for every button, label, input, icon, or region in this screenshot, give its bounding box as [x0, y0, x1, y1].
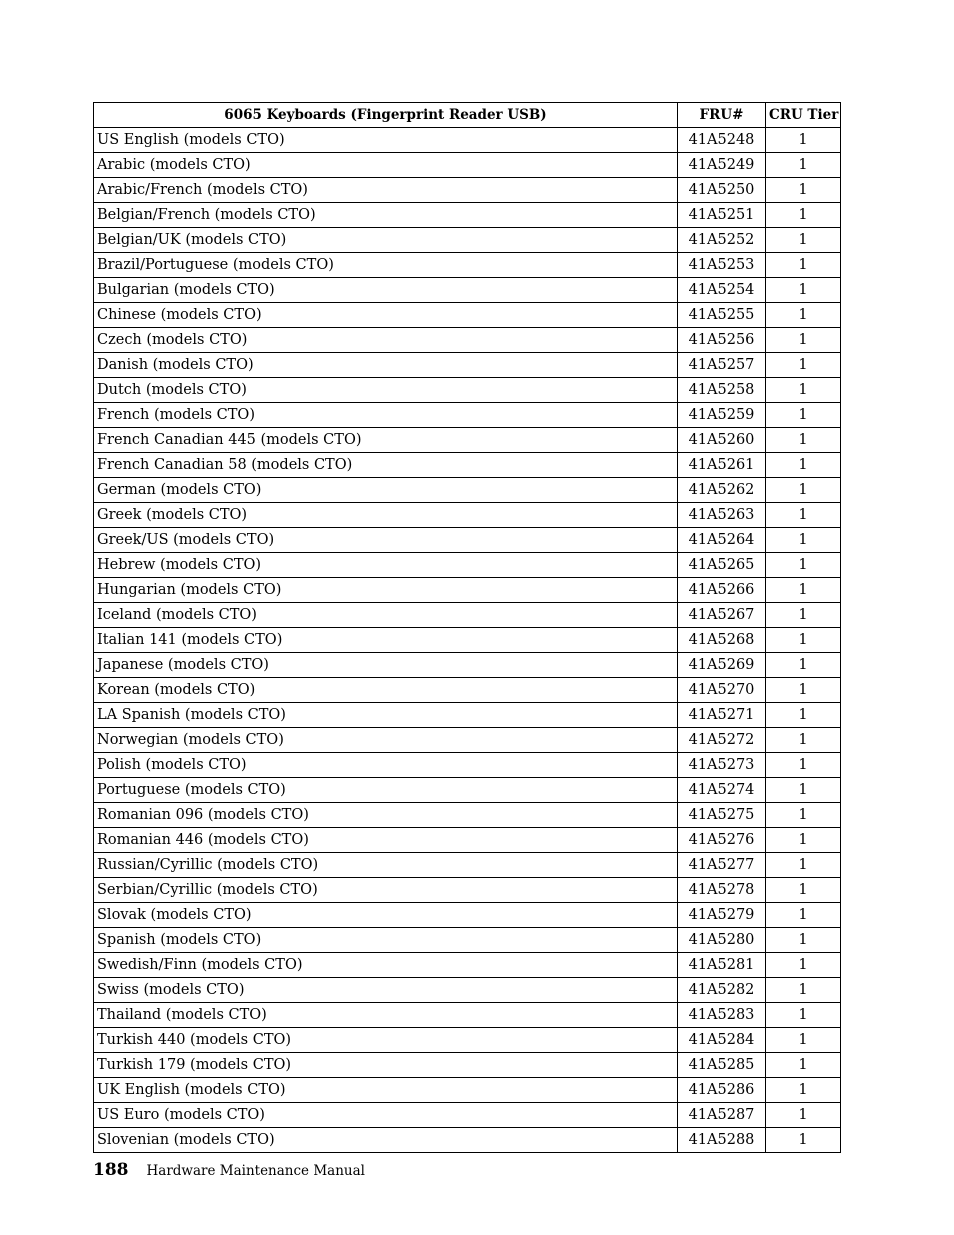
table-row — [94, 303, 841, 328]
row-description: Danish (models CTO) — [94, 353, 678, 378]
page-number: 188 — [93, 1160, 129, 1180]
row-description: Thailand (models CTO) — [94, 1003, 678, 1028]
table-row — [94, 753, 841, 778]
row-description: Romanian 096 (models CTO) — [94, 803, 678, 828]
row-description: Chinese (models CTO) — [94, 303, 678, 328]
row-cru-tier: 1 — [766, 128, 841, 153]
table-row — [94, 178, 841, 203]
row-description: Romanian 446 (models CTO) — [94, 828, 678, 853]
row-description: Greek (models CTO) — [94, 503, 678, 528]
table-row — [94, 828, 841, 853]
row-fru-number: 41A5253 — [678, 253, 766, 278]
table-row — [94, 203, 841, 228]
row-description: Swedish/Finn (models CTO) — [94, 953, 678, 978]
row-cru-tier: 1 — [766, 953, 841, 978]
row-description: Japanese (models CTO) — [94, 653, 678, 678]
row-cru-tier: 1 — [766, 403, 841, 428]
row-cru-tier: 1 — [766, 678, 841, 703]
table-row — [94, 903, 841, 928]
table-row — [94, 403, 841, 428]
row-fru-number: 41A5285 — [678, 1053, 766, 1078]
row-cru-tier: 1 — [766, 428, 841, 453]
row-description: French Canadian 445 (models CTO) — [94, 428, 678, 453]
row-fru-number: 41A5277 — [678, 853, 766, 878]
row-description: Hebrew (models CTO) — [94, 553, 678, 578]
table-row — [94, 453, 841, 478]
header-fru: FRU# — [678, 103, 766, 128]
table-row — [94, 603, 841, 628]
row-cru-tier: 1 — [766, 378, 841, 403]
row-fru-number: 41A5276 — [678, 828, 766, 853]
row-cru-tier: 1 — [766, 778, 841, 803]
table-row — [94, 1128, 841, 1153]
table-row — [94, 228, 841, 253]
row-cru-tier: 1 — [766, 728, 841, 753]
row-cru-tier: 1 — [766, 803, 841, 828]
row-fru-number: 41A5287 — [678, 1103, 766, 1128]
table-row — [94, 1028, 841, 1053]
row-cru-tier: 1 — [766, 278, 841, 303]
row-description: Brazil/Portuguese (models CTO) — [94, 253, 678, 278]
table-row — [94, 378, 841, 403]
row-fru-number: 41A5252 — [678, 228, 766, 253]
row-cru-tier: 1 — [766, 928, 841, 953]
row-fru-number: 41A5263 — [678, 503, 766, 528]
table-header — [94, 103, 841, 128]
row-fru-number: 41A5273 — [678, 753, 766, 778]
row-description: Slovak (models CTO) — [94, 903, 678, 928]
row-description: Arabic/French (models CTO) — [94, 178, 678, 203]
row-cru-tier: 1 — [766, 1053, 841, 1078]
row-description: Korean (models CTO) — [94, 678, 678, 703]
row-description: US English (models CTO) — [94, 128, 678, 153]
row-description: US Euro (models CTO) — [94, 1103, 678, 1128]
row-cru-tier: 1 — [766, 578, 841, 603]
row-cru-tier: 1 — [766, 203, 841, 228]
row-cru-tier: 1 — [766, 1028, 841, 1053]
table-row — [94, 1103, 841, 1128]
row-fru-number: 41A5280 — [678, 928, 766, 953]
row-description: Serbian/Cyrillic (models CTO) — [94, 878, 678, 903]
row-fru-number: 41A5256 — [678, 328, 766, 353]
table-row — [94, 853, 841, 878]
fru-table — [93, 102, 841, 1153]
row-description: Italian 141 (models CTO) — [94, 628, 678, 653]
row-cru-tier: 1 — [766, 228, 841, 253]
table-row — [94, 803, 841, 828]
table-row — [94, 528, 841, 553]
table-row — [94, 328, 841, 353]
row-cru-tier: 1 — [766, 478, 841, 503]
row-cru-tier: 1 — [766, 1128, 841, 1153]
row-cru-tier: 1 — [766, 178, 841, 203]
row-fru-number: 41A5279 — [678, 903, 766, 928]
table-row — [94, 728, 841, 753]
row-fru-number: 41A5272 — [678, 728, 766, 753]
row-fru-number: 41A5267 — [678, 603, 766, 628]
row-cru-tier: 1 — [766, 753, 841, 778]
row-cru-tier: 1 — [766, 653, 841, 678]
row-fru-number: 41A5249 — [678, 153, 766, 178]
row-fru-number: 41A5275 — [678, 803, 766, 828]
row-description: Hungarian (models CTO) — [94, 578, 678, 603]
row-cru-tier: 1 — [766, 553, 841, 578]
row-description: French (models CTO) — [94, 403, 678, 428]
table-row — [94, 778, 841, 803]
row-fru-number: 41A5282 — [678, 978, 766, 1003]
table-row — [94, 703, 841, 728]
row-fru-number: 41A5269 — [678, 653, 766, 678]
row-fru-number: 41A5259 — [678, 403, 766, 428]
row-cru-tier: 1 — [766, 1003, 841, 1028]
table-row — [94, 1053, 841, 1078]
row-cru-tier: 1 — [766, 1078, 841, 1103]
table-row — [94, 503, 841, 528]
page-footer — [93, 1160, 365, 1180]
row-description: Dutch (models CTO) — [94, 378, 678, 403]
row-fru-number: 41A5278 — [678, 878, 766, 903]
header-description: 6065 Keyboards (Fingerprint Reader USB) — [94, 103, 678, 128]
row-fru-number: 41A5262 — [678, 478, 766, 503]
row-fru-number: 41A5265 — [678, 553, 766, 578]
header-cru-tier: CRU Tier — [766, 103, 841, 128]
row-description: Belgian/French (models CTO) — [94, 203, 678, 228]
table-row — [94, 428, 841, 453]
row-description: Swiss (models CTO) — [94, 978, 678, 1003]
table-row — [94, 153, 841, 178]
table-row — [94, 1078, 841, 1103]
table-row — [94, 678, 841, 703]
row-fru-number: 41A5270 — [678, 678, 766, 703]
row-description: Turkish 179 (models CTO) — [94, 1053, 678, 1078]
table-row — [94, 578, 841, 603]
row-description: Greek/US (models CTO) — [94, 528, 678, 553]
row-cru-tier: 1 — [766, 878, 841, 903]
row-description: Arabic (models CTO) — [94, 153, 678, 178]
row-cru-tier: 1 — [766, 453, 841, 478]
row-description: Spanish (models CTO) — [94, 928, 678, 953]
row-cru-tier: 1 — [766, 353, 841, 378]
row-fru-number: 41A5284 — [678, 1028, 766, 1053]
table-row — [94, 978, 841, 1003]
row-cru-tier: 1 — [766, 628, 841, 653]
table-row — [94, 278, 841, 303]
row-cru-tier: 1 — [766, 303, 841, 328]
row-fru-number: 41A5255 — [678, 303, 766, 328]
row-fru-number: 41A5264 — [678, 528, 766, 553]
row-fru-number: 41A5274 — [678, 778, 766, 803]
row-cru-tier: 1 — [766, 153, 841, 178]
row-cru-tier: 1 — [766, 853, 841, 878]
row-description: Czech (models CTO) — [94, 328, 678, 353]
row-cru-tier: 1 — [766, 528, 841, 553]
table-header-row — [94, 103, 841, 128]
row-cru-tier: 1 — [766, 978, 841, 1003]
table-row — [94, 653, 841, 678]
row-description: Portuguese (models CTO) — [94, 778, 678, 803]
row-fru-number: 41A5288 — [678, 1128, 766, 1153]
row-cru-tier: 1 — [766, 903, 841, 928]
row-description: Slovenian (models CTO) — [94, 1128, 678, 1153]
row-description: Norwegian (models CTO) — [94, 728, 678, 753]
row-description: Polish (models CTO) — [94, 753, 678, 778]
row-description: Iceland (models CTO) — [94, 603, 678, 628]
table-body — [94, 128, 841, 1153]
row-fru-number: 41A5250 — [678, 178, 766, 203]
table-row — [94, 478, 841, 503]
row-fru-number: 41A5260 — [678, 428, 766, 453]
row-cru-tier: 1 — [766, 1103, 841, 1128]
row-fru-number: 41A5286 — [678, 1078, 766, 1103]
row-cru-tier: 1 — [766, 503, 841, 528]
row-description: Russian/Cyrillic (models CTO) — [94, 853, 678, 878]
row-description: LA Spanish (models CTO) — [94, 703, 678, 728]
row-fru-number: 41A5266 — [678, 578, 766, 603]
table-row — [94, 878, 841, 903]
row-description: Turkish 440 (models CTO) — [94, 1028, 678, 1053]
manual-title: Hardware Maintenance Manual — [146, 1163, 365, 1179]
row-description: UK English (models CTO) — [94, 1078, 678, 1103]
row-fru-number: 41A5268 — [678, 628, 766, 653]
table-row — [94, 553, 841, 578]
row-fru-number: 41A5261 — [678, 453, 766, 478]
table-row — [94, 353, 841, 378]
row-fru-number: 41A5258 — [678, 378, 766, 403]
table-row — [94, 628, 841, 653]
row-fru-number: 41A5283 — [678, 1003, 766, 1028]
row-cru-tier: 1 — [766, 703, 841, 728]
table-row — [94, 253, 841, 278]
row-cru-tier: 1 — [766, 328, 841, 353]
row-fru-number: 41A5271 — [678, 703, 766, 728]
row-cru-tier: 1 — [766, 603, 841, 628]
table-row — [94, 128, 841, 153]
row-fru-number: 41A5281 — [678, 953, 766, 978]
row-description: Bulgarian (models CTO) — [94, 278, 678, 303]
row-cru-tier: 1 — [766, 828, 841, 853]
table-row — [94, 928, 841, 953]
row-fru-number: 41A5248 — [678, 128, 766, 153]
row-description: Belgian/UK (models CTO) — [94, 228, 678, 253]
row-cru-tier: 1 — [766, 253, 841, 278]
table-row — [94, 1003, 841, 1028]
table-row — [94, 953, 841, 978]
row-description: French Canadian 58 (models CTO) — [94, 453, 678, 478]
row-fru-number: 41A5257 — [678, 353, 766, 378]
row-description: German (models CTO) — [94, 478, 678, 503]
row-fru-number: 41A5254 — [678, 278, 766, 303]
row-fru-number: 41A5251 — [678, 203, 766, 228]
